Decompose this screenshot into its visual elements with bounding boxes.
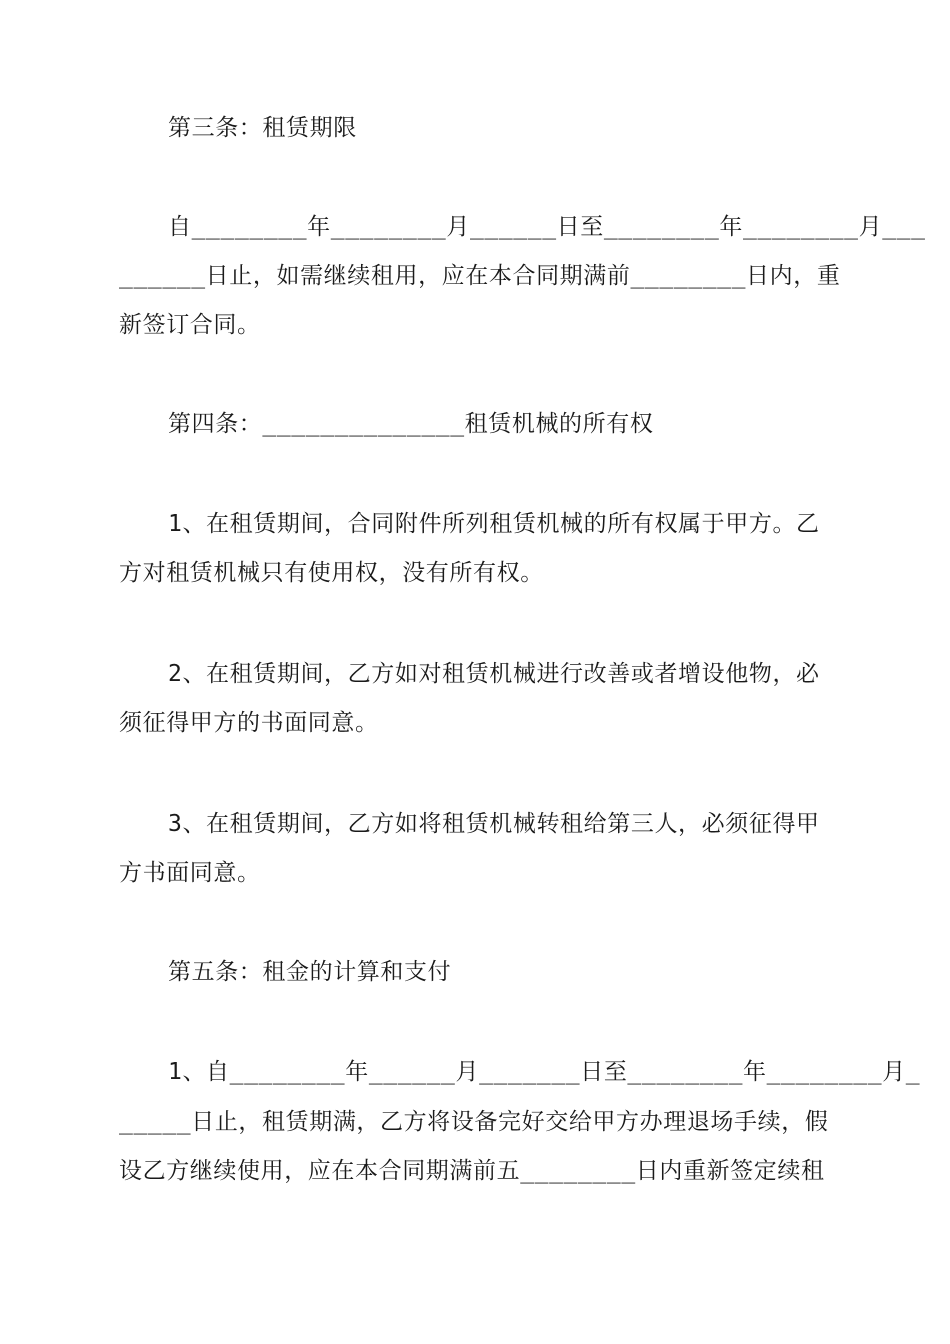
- article-5-item-1-line-1: 1、自________年______月_______日至________年________月_: [168, 1059, 921, 1085]
- article-4-item-3-line-2: 方书面同意。: [119, 860, 261, 886]
- article-5-heading: 第五条：租金的计算和支付: [168, 959, 452, 985]
- article-4-item-2-line-1: 2、在租赁期间，乙方如对租赁机械进行改善或者增设他物，必: [168, 661, 820, 687]
- article-4-item-3-line-1: 3、在租赁期间，乙方如将租赁机械转租给第三人，必须征得甲: [168, 811, 820, 837]
- article-3-text-line-3: 新签订合同。: [119, 312, 261, 338]
- article-3-text-line-2: ______日止，如需继续租用，应在本合同期满前________日内，重: [119, 263, 841, 289]
- article-4-heading: 第四条：______________租赁机械的所有权: [168, 411, 654, 437]
- article-5-item-1-line-3: 设乙方继续使用，应在本合同期满前五________日内重新签定续租: [119, 1158, 825, 1184]
- article-4-item-1-line-2: 方对租赁机械只有使用权，没有所有权。: [119, 560, 544, 586]
- article-4-item-1-line-1: 1、在租赁期间，合同附件所列租赁机械的所有权属于甲方。乙: [168, 511, 820, 537]
- article-3-text-line-1: 自________年________月______日至________年________月___: [168, 214, 926, 240]
- article-4-item-2-line-2: 须征得甲方的书面同意。: [119, 710, 379, 736]
- article-5-item-1-line-2: _____日止，租赁期满，乙方将设备完好交给甲方办理退场手续，假: [119, 1109, 829, 1135]
- article-3-heading: 第三条：租赁期限: [168, 115, 357, 141]
